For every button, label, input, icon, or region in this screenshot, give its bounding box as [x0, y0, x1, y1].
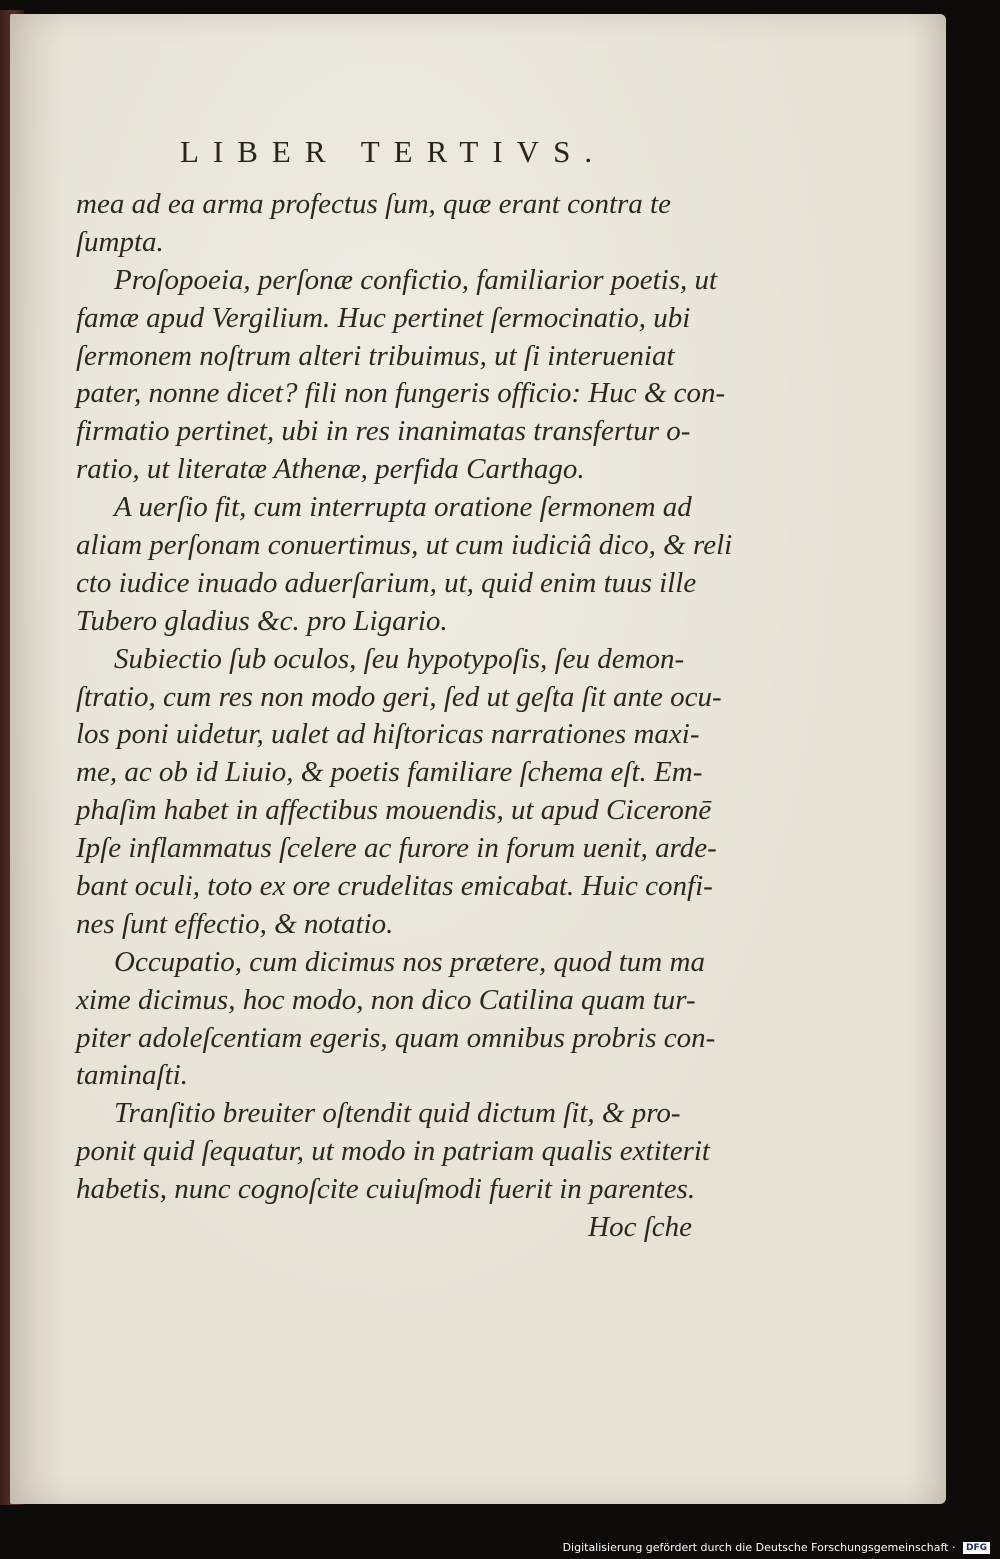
text-line: nes ſunt effectio, & notatio. — [76, 907, 394, 940]
text-line: los poni uidetur, ualet ad hiſtoricas narrationes maxi- — [76, 718, 700, 751]
text-line: Ipſe inflammatus ſcelere ac furore in forum uenit, arde- — [76, 832, 717, 865]
text-line: Tubero gladius &c. pro Ligario. — [76, 604, 448, 637]
body-text — [76, 186, 733, 1247]
footer-text: Digitalisierung gefördert durch die Deutsche Forschungsgemeinschaft · — [562, 1541, 956, 1554]
text-line: pater, nonne dicet? fili non fungeris officio: Huc & con- — [76, 377, 726, 410]
text-line: aliam perſonam conuertimus, ut cum iudiciâ dico, & reli — [76, 529, 733, 562]
text-line: A uerſio fit, cum interrupta oratione ſermonem ad — [114, 491, 692, 524]
text-line: habetis, nunc cognoſcite cuiuſmodi fuerit in parentes. — [76, 1173, 696, 1206]
text-line: Proſopoeia, perſonæ confictio, familiarior poetis, ut — [114, 263, 718, 296]
text-line: ponit quid ſequatur, ut modo in patriam qualis extiterit — [76, 1135, 710, 1168]
text-line: cto iudice inuado aduerſarium, ut, quid enim tuus ille — [76, 566, 697, 599]
book-page — [10, 14, 946, 1504]
catchword: Hoc ſche — [588, 1211, 692, 1244]
text-line: Occupatio, cum dicimus nos prætere, quod tum ma — [114, 945, 705, 978]
text-line: ſtratio, cum res non modo geri, ſed ut geſta ſit ante ocu- — [76, 680, 722, 713]
text-line: famæ apud Vergilium. Huc pertinet ſermocinatio, ubi — [76, 301, 691, 334]
text-line: xime dicimus, hoc modo, non dico Catilina quam tur- — [76, 983, 696, 1016]
text-line: phaſim habet in affectibus mouendis, ut apud Ciceronē — [76, 794, 712, 827]
dfg-logo: DFG — [963, 1542, 990, 1554]
text-line: mea ad ea arma profectus ſum, quæ erant contra te — [76, 188, 671, 220]
text-line: taminaſti. — [76, 1059, 188, 1092]
text-line: piter adoleſcentiam egeris, quam omnibus probris con- — [76, 1021, 716, 1054]
text-line: firmatio pertinet, ubi in res inanimatas transfertur o- — [76, 415, 691, 448]
text-line: Subiectio ſub oculos, ſeu hypotypoſis, ſeu demon- — [114, 642, 685, 675]
text-line: me, ac ob id Liuio, & poetis familiare ſchema eſt. Em- — [76, 756, 703, 789]
text-line: ſermonem noſtrum alteri tribuimus, ut ſi interueniat — [76, 339, 675, 372]
text-line: ſumpta. — [76, 225, 164, 258]
text-line: Tranſitio breuiter oſtendit quid dictum ſit, & pro- — [114, 1097, 681, 1130]
running-head: LIBER TERTIVS. — [180, 134, 607, 169]
text-line: bant oculi, toto ex ore crudelitas emicabat. Huic confi- — [76, 870, 713, 903]
text-line: ratio, ut literatæ Athenæ, perfida Carthago. — [76, 453, 585, 486]
digitization-footer — [0, 1538, 990, 1558]
